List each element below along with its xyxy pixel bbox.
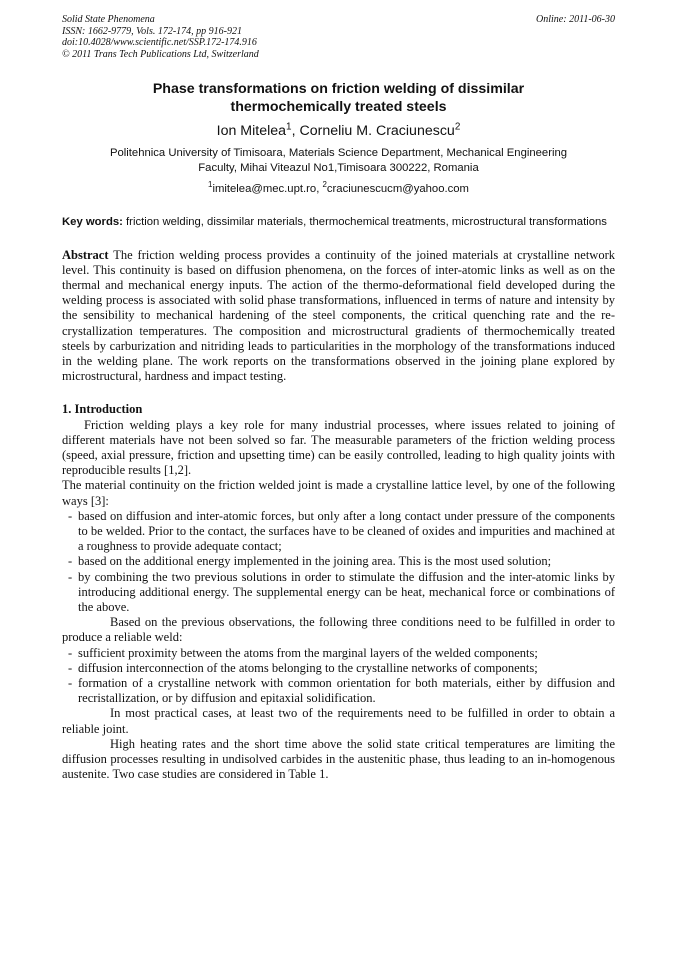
issn-line: ISSN: 1662-9779, Vols. 172-174, pp 916-921	[62, 25, 242, 37]
author-emails	[62, 182, 615, 197]
list-item: - based on diffusion and inter-atomic forces, but only after a long contact under pressure of the components to be welded. Prior to the contact, the surfaces have to be cleaned of oxides and impurities and machined at a roughness to provide adequate contact;	[78, 509, 615, 555]
author-1: Ion Mitelea	[216, 123, 287, 139]
intro-paragraph-2: The material continuity on the friction welded joint is made a crystalline lattice level, by one of the following ways [3]:	[62, 478, 615, 508]
author-2: Corneliu M. Craciunescu	[299, 123, 455, 139]
affiliation	[62, 146, 615, 176]
copyright-line: © 2011 Trans Tech Publications Ltd, Switzerland	[62, 48, 259, 60]
email-2-mark: 2	[322, 180, 327, 190]
abstract	[62, 248, 615, 385]
abstract-text: The friction welding process provides a continuity of the joined materials at crystalline network level. This continuity is based on diffusion phenomena, on the forces of inter-atomic links as well as on the thermal and mechanical energy inputs. The action of the thermo-deformational field developed during the welding process is associated with solid phase transformations, influenced in terms of nature and intensity by the sensibility to mechanical hardening of the steel components, the critical quenching rate and the re-crystallization temperatures. The composition and microstructural gradients of thermochemically treated steels by carburization and nitriding leads to particularities in the morphology of the transformations induced in the welding plane. The work reports on the transformations observed in the joining plane explored by microstructural, hardness and impact testing.	[62, 247, 615, 384]
online-date: Online: 2011-06-30	[536, 14, 615, 25]
email-2[interactable]: craciunescucm@yahoo.com	[326, 183, 469, 195]
intro-paragraph-4: In most practical cases, at least two of the requirements need to be fulfilled in order to obtain a reliable joint.	[62, 706, 615, 736]
title-line-2: thermochemically treated steels	[230, 99, 447, 115]
introduction-body	[62, 418, 615, 783]
journal-name: Solid State Phenomena	[62, 14, 155, 25]
intro-paragraph-5: High heating rates and the short time above the solid state critical temperatures are limiting the diffusion processes resulting in undisolved carbides in the austenitic phase, thus leading to an in-homogenous austenite. Two case studies are considered in Table 1.	[62, 736, 615, 782]
weld-conditions-list	[62, 646, 615, 707]
section-heading-introduction: 1. Introduction	[62, 402, 143, 417]
author-list	[62, 122, 615, 140]
journal-header	[62, 14, 615, 60]
list-item: - based on the additional energy implemented in the joining area. This is the most used solution;	[78, 554, 615, 569]
list-item: - by combining the two previous solutions in order to stimulate the diffusion and the inter-atomic links by introducing additional energy. The supplemental energy can be heat, mechanical force or combinations of the above.	[78, 570, 615, 616]
affiliation-line-1: Politehnica University of Timisoara, Materials Science Department, Mechanical Engineering	[109, 147, 568, 159]
joining-ways-list	[62, 509, 615, 615]
author-separator: ,	[291, 123, 300, 139]
abstract-label: Abstract	[62, 247, 109, 262]
paper-page	[62, 14, 615, 782]
doi-line[interactable]: doi:10.4028/www.scientific.net/SSP.172-174.916	[62, 37, 257, 48]
intro-paragraph-1: Friction welding plays a key role for many industrial processes, where issues related to joining of different materials have not been solved so far. The measurable parameters of the friction welding process (speed, axial pressure, friction and upsetting time) can be easily controlled, leading to high quality joints with reproducible results [1,2].	[62, 417, 615, 478]
title-line-1: Phase transformations on friction welding of dissimilar	[152, 81, 525, 97]
intro-paragraph-3: Based on the previous observations, the following three conditions need to be fulfilled in order to produce a reliable weld:	[62, 615, 615, 645]
keywords	[62, 215, 615, 230]
email-1[interactable]: imitelea@mec.upt.ro	[212, 183, 317, 195]
email-separator: ,	[316, 183, 323, 195]
author-1-affil-mark: 1	[286, 121, 292, 133]
list-item: - sufficient proximity between the atoms from the marginal layers of the welded components;	[78, 646, 615, 661]
keywords-text: friction welding, dissimilar materials, thermochemical treatments, microstructural transformations	[126, 216, 607, 228]
author-2-affil-mark: 2	[454, 121, 461, 133]
affiliation-line-2: Faculty, Mihai Viteazul No1,Timisoara 300222, Romania	[198, 162, 479, 174]
keywords-label: Key words:	[62, 216, 123, 228]
paper-title	[62, 80, 615, 116]
list-item: - formation of a crystalline network with common orientation for both materials, either by diffusion and recristallization, or by diffusion and epitaxial solidification.	[78, 676, 615, 706]
list-item: - diffusion interconnection of the atoms belonging to the crystalline networks of components;	[78, 661, 615, 676]
email-1-mark: 1	[208, 180, 213, 190]
